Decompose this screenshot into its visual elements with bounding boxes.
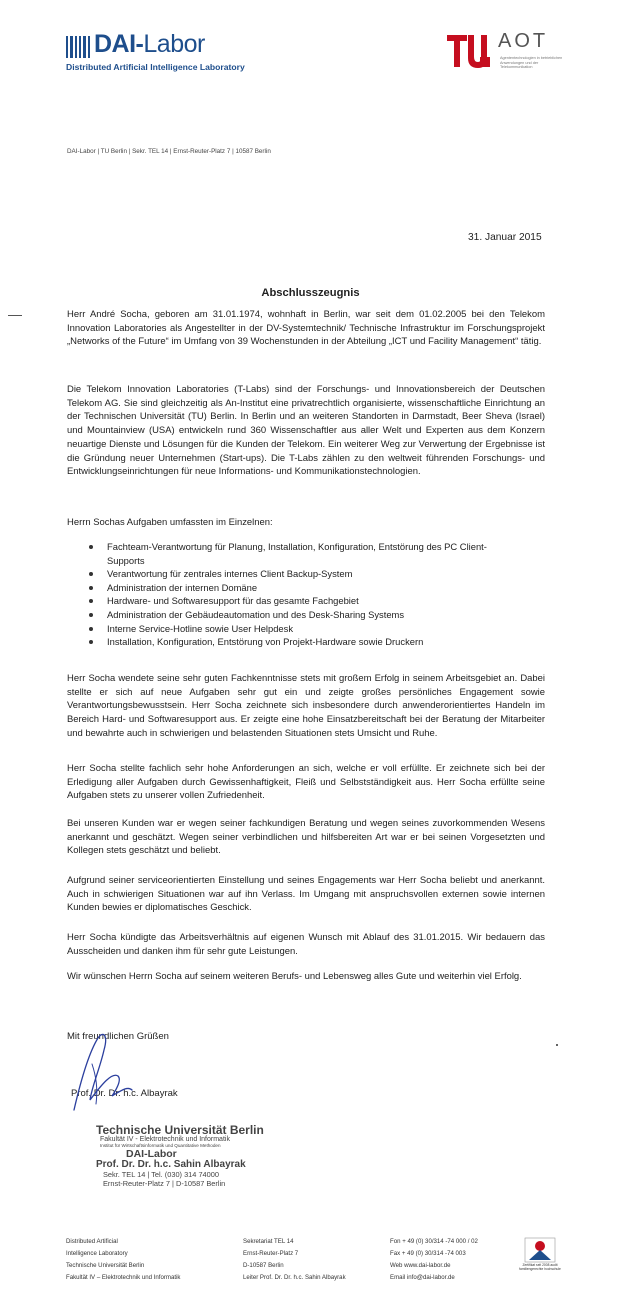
footer-line: Leiter Prof. Dr. Dr. h.c. Sahin Albayrak [243,1274,346,1281]
paragraph-service: Aufgrund seiner serviceorientierten Einstellung und seines Engagements war Herr Socha beliebt und anerkannt. Auch in schwierigen Situationen war auf ihn Verlass. Im Umgang mit anspruchsvollen externen sowie internen Kunden bewies er diplomatisches Geschick. [67,875,545,914]
footer-column-contact [390,1236,478,1284]
footer-column-address [243,1236,346,1284]
stamp-line: Institut für Wirtschaftsinformatik und Quantitative Methoden [100,1143,221,1148]
aot-logo [498,30,566,76]
aot-logo-name: AOT [498,30,549,52]
list-item: Interne Service-Hotline sowie User Helpdesk [88,622,488,636]
list-item: Installation, Konfiguration, Entstörung von Projekt-Hardware sowie Druckern [88,635,488,649]
stamp-line: Ernst-Reuter-Platz 7 | D-10587 Berlin [103,1179,226,1188]
footer-line: Ernst-Reuter-Platz 7 [243,1250,299,1257]
certificate-icon [519,1236,561,1264]
dai-logo-name-bold: DAI- [94,30,144,58]
return-address: DAI-Labor | TU Berlin | Sekr. TEL 14 | Ernst-Reuter-Platz 7 | 10587 Berlin [67,148,271,155]
institution-stamp [96,1123,266,1188]
footer-line: Sekretariat TEL 14 [243,1238,294,1245]
paragraph-performance: Herr Socha wendete seine sehr guten Fachkenntnisse stets mit großem Erfolg in seinem Arbeitsgebiet an. Dabei stellte er sich auf neue Aufgaben sehr gut ein und zeigte großes persönliches Engagement sowie Verantwortungsbewusstsein. Herr Socha zeichnete sich insbesondere durch anwenderorientiertes Handeln im Bereich Hard- und Softwaresupport aus. Er zeigte eine hohe Einsatzbereitschaft bei der Beratung der Mitarbeiter und bewahrte auch in schwierigen und belastenden Situationen stets Umsicht und Ruhe. [67,673,545,739]
list-item: Verantwortung für zentrales internes Client Backup-System [88,567,488,581]
dai-logo-name [94,30,205,59]
dai-logo-subtitle: Distributed Artificial Intelligence Laboratory [66,62,245,72]
footer-line: Distributed Artificial [66,1238,118,1245]
paragraph-tasks-intro: Herrn Sochas Aufgaben umfassten im Einzelnen: [67,517,273,528]
footer-line: Intelligence Laboratory [66,1250,128,1257]
document-title: Abschlusszeugnis [261,287,360,299]
stamp-line: Technische Universität Berlin [96,1123,264,1137]
letter-date: 31. Januar 2015 [468,232,542,243]
list-item: Administration der internen Domäne [88,581,488,595]
stamp-line: Sekr. TEL 14 | Tel. (030) 314 74000 [103,1170,220,1179]
paragraph-company: Die Telekom Innovation Laboratories (T-Labs) sind der Forschungs- und Innovationsbereich der Deutschen Telekom AG. Sie sind gleichzeitig als An-Institut eine privatrechtlich organisierte, wissenschaftliche Einrichtung an der Technischen Universität (TU) Berlin. In Berlin und an weiteren Standorten in Darmstadt, Beer Sheva (Israel) und Mountainview (USA) entwickeln rund 360 Wissenschaftler aus aller Welt und Experten aus dem Konzern neuartige Dienste und Lösungen für die Kunden der Telekom. Ein weiterer Weg zur Verwertung der Ergebnisse ist die Gründung neuer Unternehmen (Start-ups). Die T-Labs zählen zu den weltweit führenden Forschungs- und Entwicklungseinrichtungen für neue Informations- und Kommunikationstechnologien. [67,384,545,478]
paragraph-termination: Herr Socha kündigte das Arbeitsverhältnis auf eigenen Wunsch mit Ablauf des 31.01.2015. Wir bedauern das Ausscheiden und danken ihm für sehr gute Leistungen. [67,932,545,957]
footer-line: Technische Universität Berlin [66,1262,145,1269]
footer-line: Web www.dai-labor.de [390,1262,451,1269]
footer-line: Email info@dai-labor.de [390,1274,455,1281]
list-item: Hardware- und Softwaresupport für das gesamte Fachgebiet [88,594,488,608]
footer-column-institution [66,1236,180,1284]
stamp-line: DAI-Labor [126,1148,177,1160]
list-item: Fachteam-Verantwortung für Planung, Installation, Konfiguration, Entstörung des PC Client-Supports [88,540,488,567]
paragraph-wishes: Wir wünschen Herrn Socha auf seinem weiteren Berufs- und Lebensweg alles Gute und weiterhin viel Erfolg. [67,971,522,982]
family-audit-certificate-logo [519,1236,561,1282]
tu-berlin-logo [447,33,491,69]
footer-line: D-10587 Berlin [243,1262,284,1269]
signature-icon [62,1024,152,1116]
signer-name: Prof. Dr. Dr. h.c. Albayrak [71,1088,178,1099]
dai-logo-bars-icon [66,36,90,58]
certificate-caption: Zertifikat seit 2008 audit familiengerechte hochschule [519,1263,561,1271]
aot-logo-subtitle: Agententechnologien in betrieblichen Anwendungen und der Telekommunikation [500,56,563,70]
footer-line: Fon + 49 (0) 30/314 -74 000 / 02 [390,1238,478,1245]
dai-labor-logo [66,30,245,74]
tu-berlin-logo-icon [447,33,491,69]
footer-line: Fakultät IV – Elektrotechnik und Informatik [66,1274,181,1281]
task-list [88,540,488,649]
footer-line: Fax + 49 (0) 30/314 -74 003 [390,1250,466,1257]
dai-logo-name-light: Labor [143,30,205,58]
stamp-line: Fakultät IV - Elektrotechnik und Informatik [100,1136,230,1143]
paragraph-introduction: Herr André Socha, geboren am 31.01.1974, wohnhaft in Berlin, war seit dem 01.02.2005 bei den Telekom Innovation Laboratories als Angestellter in der DV-Systemtechnik/ Technische Infrastruktur im Forschungsprojekt „Networks of the Future“ im Umfang von 39 Wochenstunden in der Abteilung „ICT und Facility Management“ tätig. [67,309,545,348]
list-item: Administration der Gebäudeautomation und des Desk-Sharing Systems [88,608,488,622]
paragraph-customers: Bei unseren Kunden war er wegen seiner fachkundigen Beratung und wegen seines zuvorkommenden Wesens anerkannt und geschätzt. Wegen seiner verbindlichen und hilfsbereiten Art war er bei seinen Vorgesetzten und Kollegen stets geschätzt und beliebt. [67,818,545,857]
paragraph-requirements: Herr Socha stellte fachlich sehr hohe Anforderungen an sich, welche er voll erfüllte. Er zeichnete sich bei der Erledigung aller Aufgaben durch Gewissenhaftigkeit, Fleiß und Selbstständigkeit aus. Herr Socha erfüllte seine Aufgaben stets zu unserer vollen Zufriedenheit. [67,763,545,802]
stamp-line: Prof. Dr. Dr. h.c. Sahin Albayrak [96,1159,246,1170]
fold-mark [8,315,22,316]
closing-greeting: Mit freundlichen Grüßen [67,1031,169,1042]
handwritten-signature [62,1024,152,1116]
stray-mark [556,1044,558,1046]
